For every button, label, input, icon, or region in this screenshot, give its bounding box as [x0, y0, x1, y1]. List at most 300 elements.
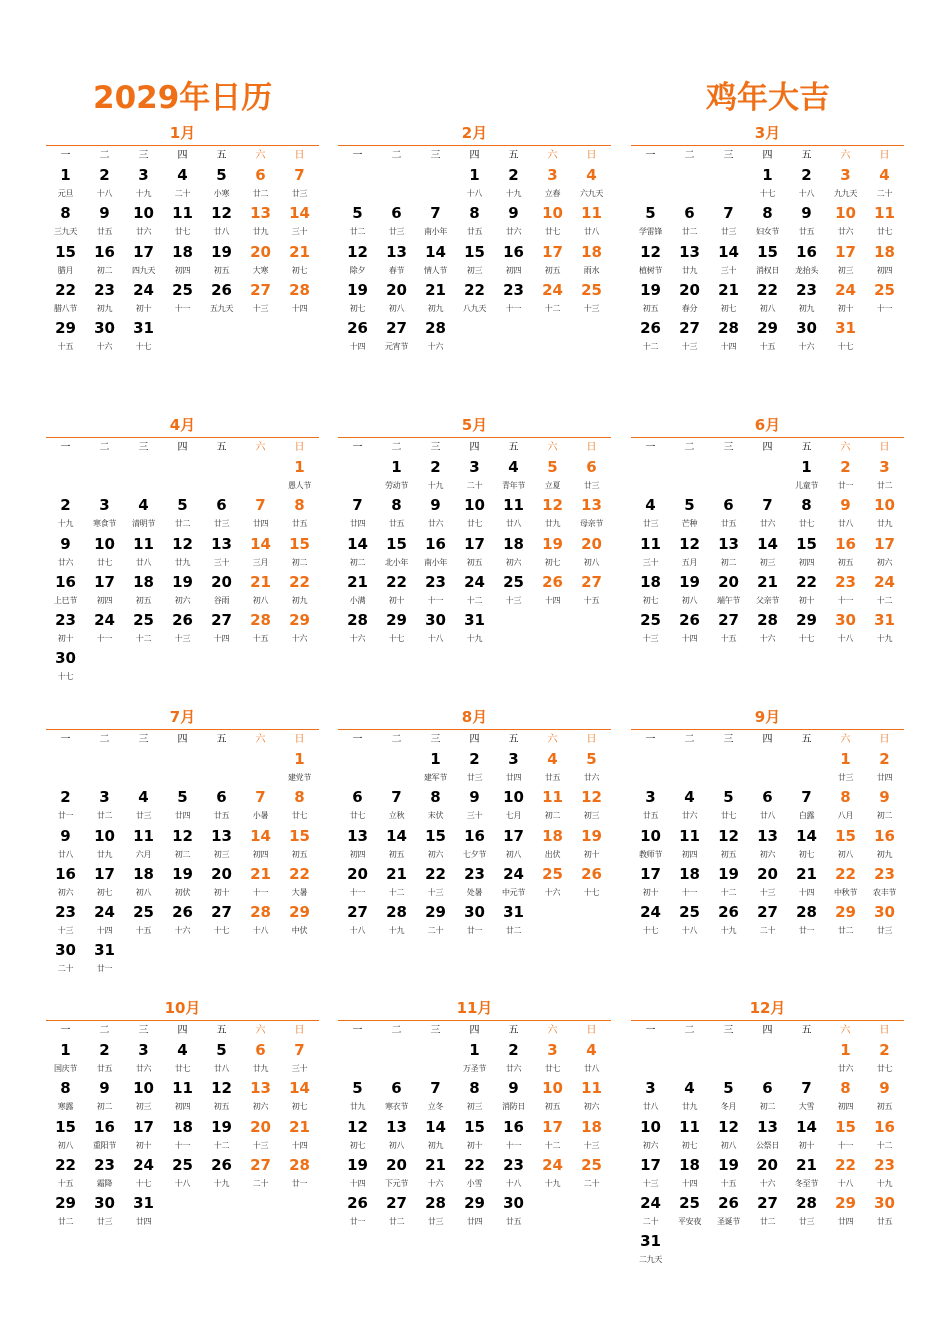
day-number: 29 [835, 903, 856, 922]
day-number: 13 [757, 1117, 778, 1136]
empty-cell [631, 164, 670, 202]
day-cell [787, 609, 826, 647]
day-cell [124, 1154, 163, 1192]
day-number: 4 [177, 1041, 188, 1059]
lunar-label: 寒食节 [92, 519, 117, 529]
lunar-label: 廿五 [876, 1217, 893, 1227]
day-number: 30 [55, 941, 76, 960]
lunar-label: 十九 [876, 1178, 893, 1188]
month-divider [631, 437, 904, 438]
lunar-label: 初五 [213, 265, 230, 275]
calendar-slogan: 鸡年大吉 [706, 80, 830, 116]
day-cell [338, 1192, 377, 1230]
day-number: 23 [425, 572, 446, 591]
lunar-label: 十一 [837, 595, 854, 605]
day-cell [494, 571, 533, 609]
day-cell [163, 901, 202, 939]
day-cell [631, 317, 670, 355]
lunar-label: 十五 [583, 595, 600, 605]
day-number: 17 [874, 534, 895, 553]
lunar-label: 廿一 [96, 964, 113, 974]
day-cell [631, 609, 670, 647]
day-cell [455, 571, 494, 609]
lunar-label: 十三 [642, 634, 659, 644]
day-number: 18 [581, 1117, 602, 1136]
day-cell [826, 1116, 865, 1154]
day-number: 27 [679, 319, 700, 338]
day-cell [455, 164, 494, 202]
day-cell [280, 202, 319, 240]
lunar-label: 廿二 [759, 1217, 776, 1227]
day-number: 16 [464, 826, 485, 845]
lunar-label: 七夕节 [462, 849, 487, 859]
day-cell [748, 164, 787, 202]
day-cell [631, 533, 670, 571]
day-number: 28 [289, 280, 310, 299]
day-cell [85, 939, 124, 977]
day-number: 4 [177, 166, 188, 184]
day-cell [202, 279, 241, 317]
day-cell [338, 1154, 377, 1192]
lunar-label: 廿三 [876, 926, 893, 936]
month-name: 4月 [169, 416, 196, 434]
empty-cell [416, 1039, 455, 1077]
day-cell [202, 1039, 241, 1077]
lunar-label: 大寒 [252, 265, 269, 275]
day-number: 9 [60, 826, 71, 845]
lunar-label: 十七 [213, 926, 230, 936]
day-cell [280, 1039, 319, 1077]
day-number: 15 [55, 242, 76, 261]
day-number: 31 [94, 941, 115, 960]
day-cell [709, 202, 748, 240]
lunar-label: 初七 [720, 303, 737, 313]
day-number: 30 [874, 903, 895, 922]
lunar-label: 初三 [759, 557, 776, 567]
lunar-label: 立夏 [544, 481, 561, 490]
weekday-header: 五 [216, 150, 227, 161]
day-number: 30 [425, 611, 446, 630]
day-number: 8 [840, 788, 851, 807]
empty-cell [85, 748, 124, 786]
day-number: 9 [840, 496, 851, 515]
day-number: 21 [796, 864, 817, 883]
lunar-label: 初四 [96, 595, 113, 605]
lunar-label: 廿八 [135, 557, 152, 567]
day-cell [280, 571, 319, 609]
day-cell [124, 786, 163, 824]
lunar-label: 寒衣节 [384, 1102, 409, 1112]
day-number: 10 [640, 826, 661, 845]
day-number: 29 [55, 1194, 76, 1213]
day-number: 25 [581, 280, 602, 299]
lunar-label: 廿一 [291, 1178, 308, 1188]
lunar-label: 初三 [466, 265, 483, 275]
day-number: 19 [679, 572, 700, 591]
day-cell [202, 825, 241, 863]
month-divider [338, 729, 611, 730]
lunar-label: 十一 [96, 634, 113, 644]
lunar-label: 廿三 [388, 227, 405, 237]
day-number: 17 [542, 1117, 563, 1136]
lunar-label: 七月 [505, 811, 522, 821]
lunar-label: 十一 [505, 1140, 522, 1150]
weekday-header: 三 [138, 442, 149, 453]
day-cell [572, 863, 611, 901]
lunar-label: 廿四 [505, 773, 522, 782]
weekday-header: 二 [391, 1025, 402, 1036]
day-cell [533, 279, 572, 317]
lunar-label: 十一 [349, 887, 366, 897]
lunar-label: 廿四 [174, 811, 191, 821]
lunar-label: 廿七 [876, 1064, 893, 1073]
day-cell [494, 456, 533, 494]
weekday-header: 二 [391, 150, 402, 161]
weekday-header: 二 [684, 442, 695, 453]
day-cell [416, 571, 455, 609]
day-cell [748, 317, 787, 355]
day-number: 4 [684, 788, 695, 807]
lunar-label: 廿八 [213, 1064, 230, 1073]
weekday-header: 一 [352, 734, 363, 745]
day-number: 14 [289, 1079, 310, 1098]
day-number: 31 [133, 1194, 154, 1213]
lunar-label: 廿二 [252, 189, 269, 198]
day-cell [124, 533, 163, 571]
day-cell [787, 571, 826, 609]
weekday-header: 六 [547, 734, 558, 745]
day-cell [163, 241, 202, 279]
day-number: 2 [508, 166, 519, 184]
lunar-label: 农丰节 [872, 887, 897, 897]
day-number: 26 [211, 280, 232, 299]
weekday-header: 四 [762, 150, 773, 161]
lunar-label: 廿五 [505, 1217, 522, 1227]
day-number: 7 [430, 1079, 441, 1098]
weekday-header: 日 [586, 1025, 597, 1036]
lunar-label: 中伏 [291, 926, 308, 936]
day-number: 12 [718, 1117, 739, 1136]
lunar-label: 初四 [505, 265, 522, 275]
day-cell [631, 863, 670, 901]
day-cell [631, 901, 670, 939]
weekday-header: 四 [762, 734, 773, 745]
day-number: 19 [211, 242, 232, 261]
lunar-label: 十五 [135, 926, 152, 936]
day-number: 23 [94, 280, 115, 299]
lunar-label: 十八 [252, 926, 269, 936]
lunar-label: 十六 [427, 1178, 444, 1188]
day-number: 22 [289, 864, 310, 883]
day-cell [280, 748, 319, 786]
lunar-label: 十二 [876, 1140, 893, 1150]
lunar-label: 三月 [252, 557, 269, 567]
day-number: 7 [255, 788, 266, 807]
day-cell [85, 571, 124, 609]
day-number: 26 [211, 1155, 232, 1174]
lunar-label: 三十 [466, 811, 483, 821]
day-cell [572, 279, 611, 317]
lunar-label: 初五 [213, 1102, 230, 1112]
day-cell [338, 241, 377, 279]
day-cell [865, 1116, 904, 1154]
lunar-label: 十七 [642, 926, 659, 936]
lunar-label: 廿七 [466, 519, 483, 529]
day-number: 31 [133, 319, 154, 338]
lunar-label: 儿童节 [794, 481, 819, 490]
weekday-header: 三 [430, 150, 441, 161]
day-cell [865, 1154, 904, 1192]
day-cell [280, 1077, 319, 1115]
day-number: 22 [757, 280, 778, 299]
month-name: 9月 [754, 708, 781, 726]
day-number: 11 [581, 204, 602, 223]
day-cell [494, 164, 533, 202]
lunar-label: 廿五 [96, 227, 113, 237]
day-number: 19 [347, 1155, 368, 1174]
lunar-label: 十七 [837, 342, 854, 352]
weekday-header: 四 [469, 150, 480, 161]
day-number: 4 [508, 458, 519, 476]
day-cell [787, 1154, 826, 1192]
month-divider [631, 145, 904, 146]
day-cell [163, 825, 202, 863]
day-number: 17 [94, 864, 115, 883]
day-number: 20 [347, 864, 368, 883]
lunar-label: 建党节 [287, 773, 312, 782]
lunar-label: 初七 [349, 1140, 366, 1150]
day-cell [709, 901, 748, 939]
day-number: 2 [99, 1041, 110, 1059]
day-number: 22 [464, 1155, 485, 1174]
day-cell [533, 164, 572, 202]
month-name: 2月 [461, 124, 488, 142]
lunar-label: 初十 [135, 303, 152, 313]
day-number: 26 [718, 1194, 739, 1213]
day-number: 20 [250, 242, 271, 261]
day-number: 16 [94, 1117, 115, 1136]
day-number: 24 [133, 1155, 154, 1174]
day-number: 28 [425, 319, 446, 338]
day-cell [338, 786, 377, 824]
day-cell [826, 279, 865, 317]
lunar-label: 初八 [837, 849, 854, 859]
day-cell [416, 901, 455, 939]
lunar-label: 廿四 [135, 1217, 152, 1227]
day-number: 25 [542, 864, 563, 883]
day-number: 5 [586, 750, 597, 768]
day-number: 11 [133, 826, 154, 845]
day-number: 9 [508, 1079, 519, 1098]
lunar-label: 白露 [798, 811, 815, 821]
day-cell [865, 533, 904, 571]
day-cell [787, 456, 826, 494]
day-cell [241, 571, 280, 609]
day-number: 23 [796, 280, 817, 299]
day-number: 15 [835, 1117, 856, 1136]
lunar-label: 十二 [544, 303, 561, 313]
day-number: 11 [581, 1079, 602, 1098]
day-cell [280, 1116, 319, 1154]
day-cell [416, 1192, 455, 1230]
day-cell [46, 863, 85, 901]
day-number: 7 [352, 496, 363, 515]
empty-cell [748, 1039, 787, 1077]
day-number: 6 [586, 458, 597, 476]
day-cell [494, 1154, 533, 1192]
lunar-label: 春分 [681, 303, 698, 313]
day-cell [338, 1116, 377, 1154]
weekday-header: 一 [60, 1025, 71, 1036]
day-number: 29 [55, 319, 76, 338]
day-cell [787, 786, 826, 824]
day-number: 3 [138, 166, 149, 184]
day-number: 19 [542, 534, 563, 553]
day-cell [494, 825, 533, 863]
day-cell [572, 825, 611, 863]
lunar-label: 二十 [427, 926, 444, 936]
day-number: 16 [874, 1117, 895, 1136]
day-number: 5 [216, 166, 227, 184]
lunar-label: 十六 [759, 1178, 776, 1188]
day-cell [46, 901, 85, 939]
day-cell [241, 202, 280, 240]
day-cell [826, 533, 865, 571]
day-grid [46, 731, 319, 978]
lunar-label: 廿五 [96, 1064, 113, 1073]
day-cell [572, 1039, 611, 1077]
day-cell [46, 533, 85, 571]
day-cell [748, 609, 787, 647]
day-cell [124, 609, 163, 647]
day-cell [377, 1116, 416, 1154]
day-number: 13 [211, 826, 232, 845]
day-cell [455, 1039, 494, 1077]
day-number: 25 [133, 611, 154, 630]
day-cell [377, 494, 416, 532]
day-cell [85, 279, 124, 317]
day-cell [865, 901, 904, 939]
day-number: 17 [464, 534, 485, 553]
weekday-header: 日 [879, 442, 890, 453]
lunar-label: 廿五 [642, 811, 659, 821]
weekday-header: 五 [508, 150, 519, 161]
day-cell [241, 164, 280, 202]
day-cell [787, 317, 826, 355]
weekday-header: 四 [762, 1025, 773, 1036]
lunar-label: 十九 [544, 1178, 561, 1188]
lunar-label: 廿六 [583, 773, 600, 782]
day-number: 11 [874, 204, 895, 223]
day-number: 14 [425, 1117, 446, 1136]
day-cell [455, 1154, 494, 1192]
day-cell [241, 494, 280, 532]
lunar-label: 南小年 [423, 557, 448, 567]
day-number: 26 [581, 864, 602, 883]
day-cell [826, 202, 865, 240]
empty-cell [416, 164, 455, 202]
day-number: 7 [255, 496, 266, 515]
day-cell [670, 1154, 709, 1192]
day-number: 15 [464, 242, 485, 261]
lunar-label: 三十 [291, 227, 308, 237]
day-cell [241, 279, 280, 317]
day-cell [85, 164, 124, 202]
day-cell [631, 825, 670, 863]
lunar-label: 十九 [57, 519, 74, 529]
empty-cell [709, 748, 748, 786]
lunar-label: 廿九 [174, 557, 191, 567]
day-cell [163, 1154, 202, 1192]
lunar-label: 十六 [427, 342, 444, 352]
lunar-label: 廿三 [135, 811, 152, 821]
lunar-label: 雨水 [583, 265, 600, 275]
lunar-label: 情人节 [423, 265, 448, 275]
lunar-label: 廿三 [583, 481, 600, 490]
day-number: 20 [211, 864, 232, 883]
day-cell [670, 279, 709, 317]
lunar-label: 十一 [252, 887, 269, 897]
lunar-label: 十八 [837, 1178, 854, 1188]
lunar-label: 十六 [759, 634, 776, 644]
day-cell [85, 1116, 124, 1154]
lunar-label: 廿七 [544, 1064, 561, 1073]
lunar-label: 十三 [427, 887, 444, 897]
day-cell [826, 825, 865, 863]
day-number: 23 [55, 903, 76, 922]
day-cell [85, 901, 124, 939]
day-number: 6 [391, 204, 402, 223]
lunar-label: 廿六 [505, 1064, 522, 1073]
lunar-label: 小暑 [252, 811, 269, 821]
lunar-label: 上巳节 [53, 595, 78, 605]
month-divider [631, 1020, 904, 1021]
lunar-label: 十六 [544, 887, 561, 897]
lunar-label: 廿二 [388, 1217, 405, 1227]
day-number: 19 [640, 280, 661, 299]
day-cell [46, 494, 85, 532]
day-number: 30 [94, 1194, 115, 1213]
lunar-label: 初十 [798, 595, 815, 605]
day-number: 26 [640, 319, 661, 338]
lunar-label: 初五 [466, 557, 483, 567]
day-cell [163, 1039, 202, 1077]
day-number: 13 [718, 534, 739, 553]
day-cell [377, 279, 416, 317]
empty-cell [670, 164, 709, 202]
day-number: 9 [99, 1079, 110, 1098]
day-number: 22 [464, 280, 485, 299]
lunar-label: 立冬 [427, 1102, 444, 1112]
day-number: 20 [386, 280, 407, 299]
empty-cell [631, 748, 670, 786]
day-cell [85, 241, 124, 279]
weekday-header: 二 [684, 1025, 695, 1036]
day-number: 14 [347, 534, 368, 553]
day-cell [85, 1039, 124, 1077]
lunar-label: 劳动节 [384, 481, 409, 490]
day-cell [826, 241, 865, 279]
day-cell [494, 279, 533, 317]
day-number: 17 [94, 572, 115, 591]
day-cell [787, 863, 826, 901]
day-cell [533, 1039, 572, 1077]
day-number: 17 [542, 242, 563, 261]
lunar-label: 五月 [681, 557, 698, 567]
day-cell [338, 825, 377, 863]
day-cell [124, 494, 163, 532]
empty-cell [202, 456, 241, 494]
